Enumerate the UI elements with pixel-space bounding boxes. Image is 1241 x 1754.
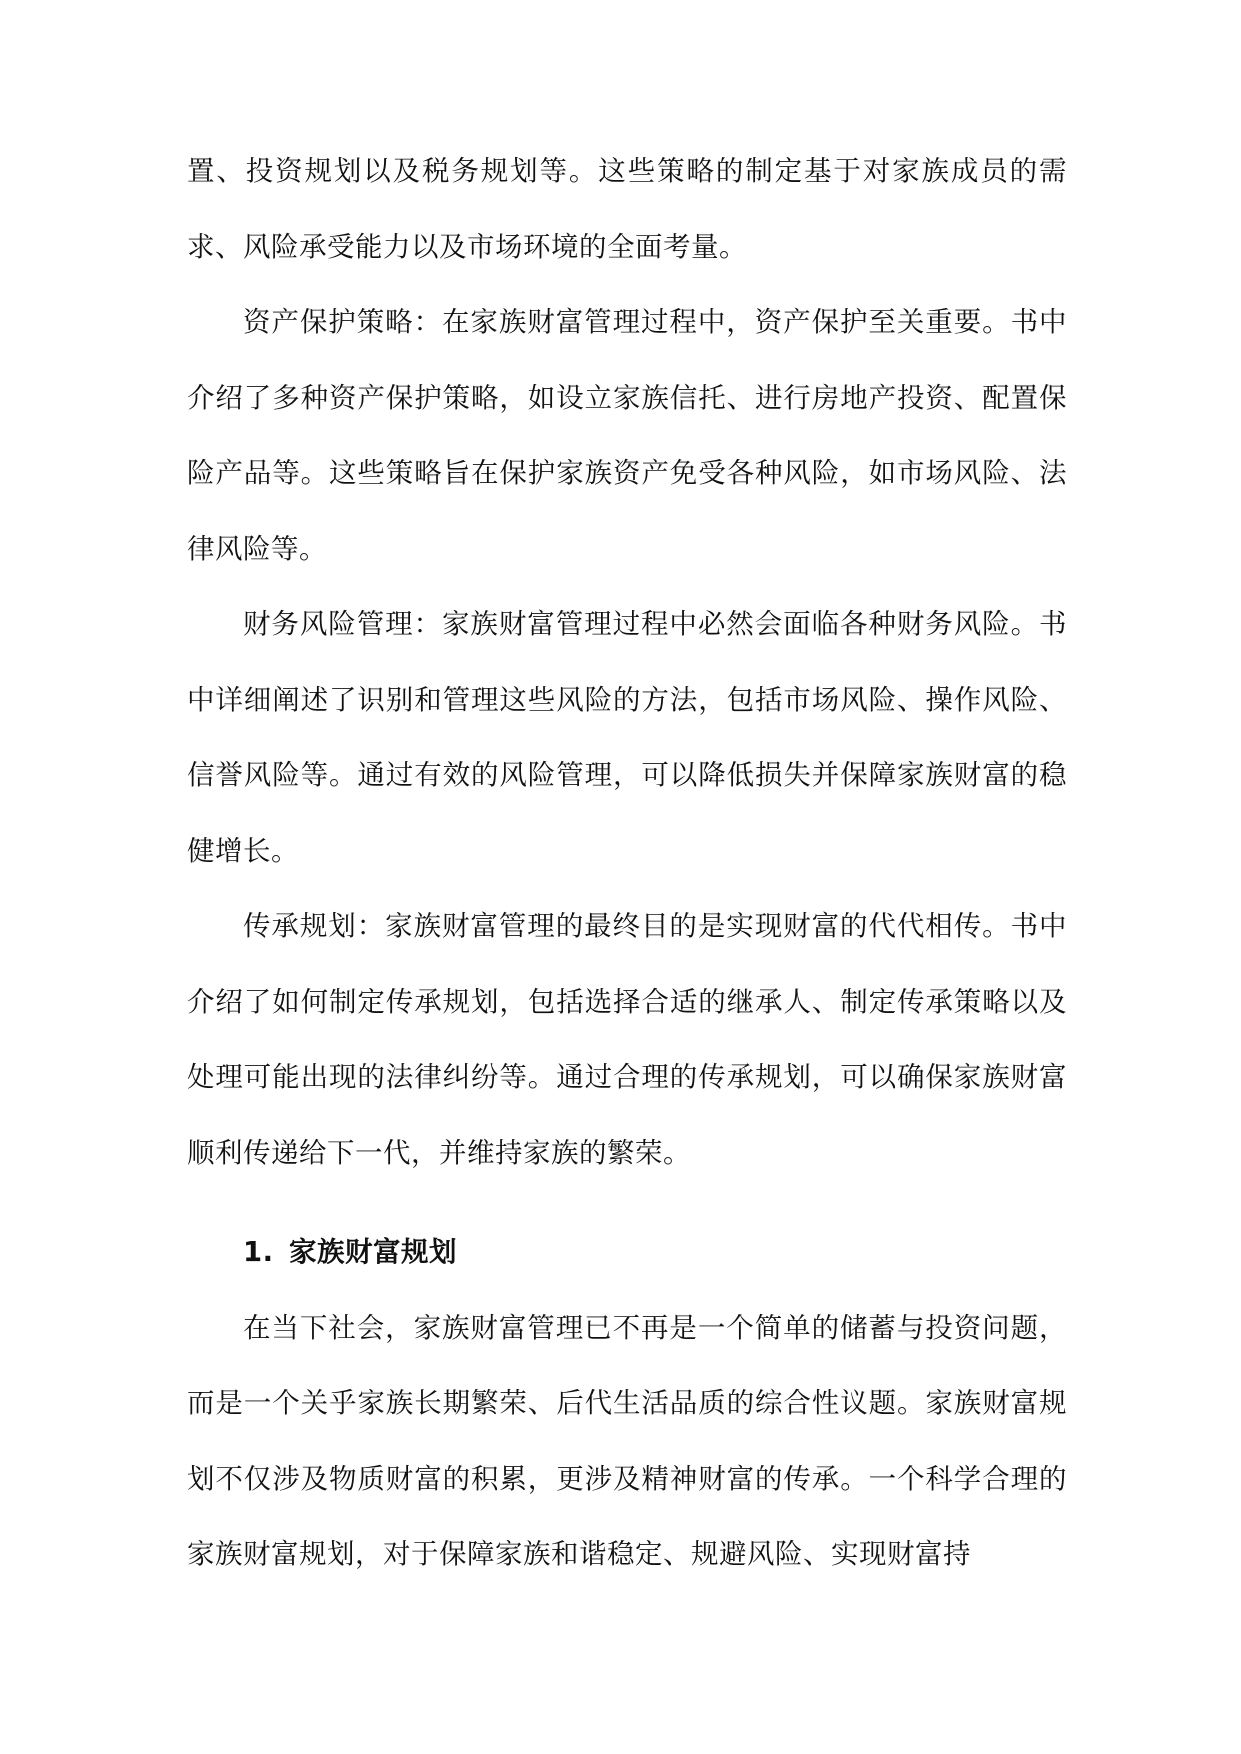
section-title: 家族财富规划 [289, 1236, 457, 1268]
paragraph-family-wealth-planning: 在当下社会，家族财富管理已不再是一个简单的储蓄与投资问题，而是一个关乎家族长期繁荣、后代生活品质的综合性议题。家族财富规划不仅涉及物质财富的积累，更涉及精神财富的传承。一个科学合理的家族财富规划，对于保障家族和谐稳定、规避风险、实现财富持 [187, 1311, 1067, 1570]
paragraph-succession-planning: 传承规划：家族财富管理的最终目的是实现财富的代代相传。书中介绍了如何制定传承规划，包括选择合适的继承人、制定传承策略以及处理可能出现的法律纠纷等。通过合理的传承规划，可以确保家族财富顺利传递给下一代，并维持家族的繁荣。 [187, 910, 1067, 1169]
section-number: 1. [243, 1236, 274, 1268]
section-heading [187, 1215, 1067, 1291]
paragraph-financial-risk: 财务风险管理：家族财富管理过程中必然会面临各种财务风险。书中详细阐述了识别和管理这些风险的方法，包括市场风险、操作风险、信誉风险等。通过有效的风险管理，可以降低损失并保障家族财富的稳健增长。 [187, 608, 1067, 867]
document-body [187, 134, 1067, 1593]
paragraph-continuation: 置、投资规划以及税务规划等。这些策略的制定基于对家族成员的需求、风险承受能力以及市场环境的全面考量。 [187, 155, 1067, 263]
paragraph-asset-protection: 资产保护策略：在家族财富管理过程中，资产保护至关重要。书中介绍了多种资产保护策略，如设立家族信托、进行房地产投资、配置保险产品等。这些策略旨在保护家族资产免受各种风险，如市场风险、法律风险等。 [187, 306, 1067, 565]
